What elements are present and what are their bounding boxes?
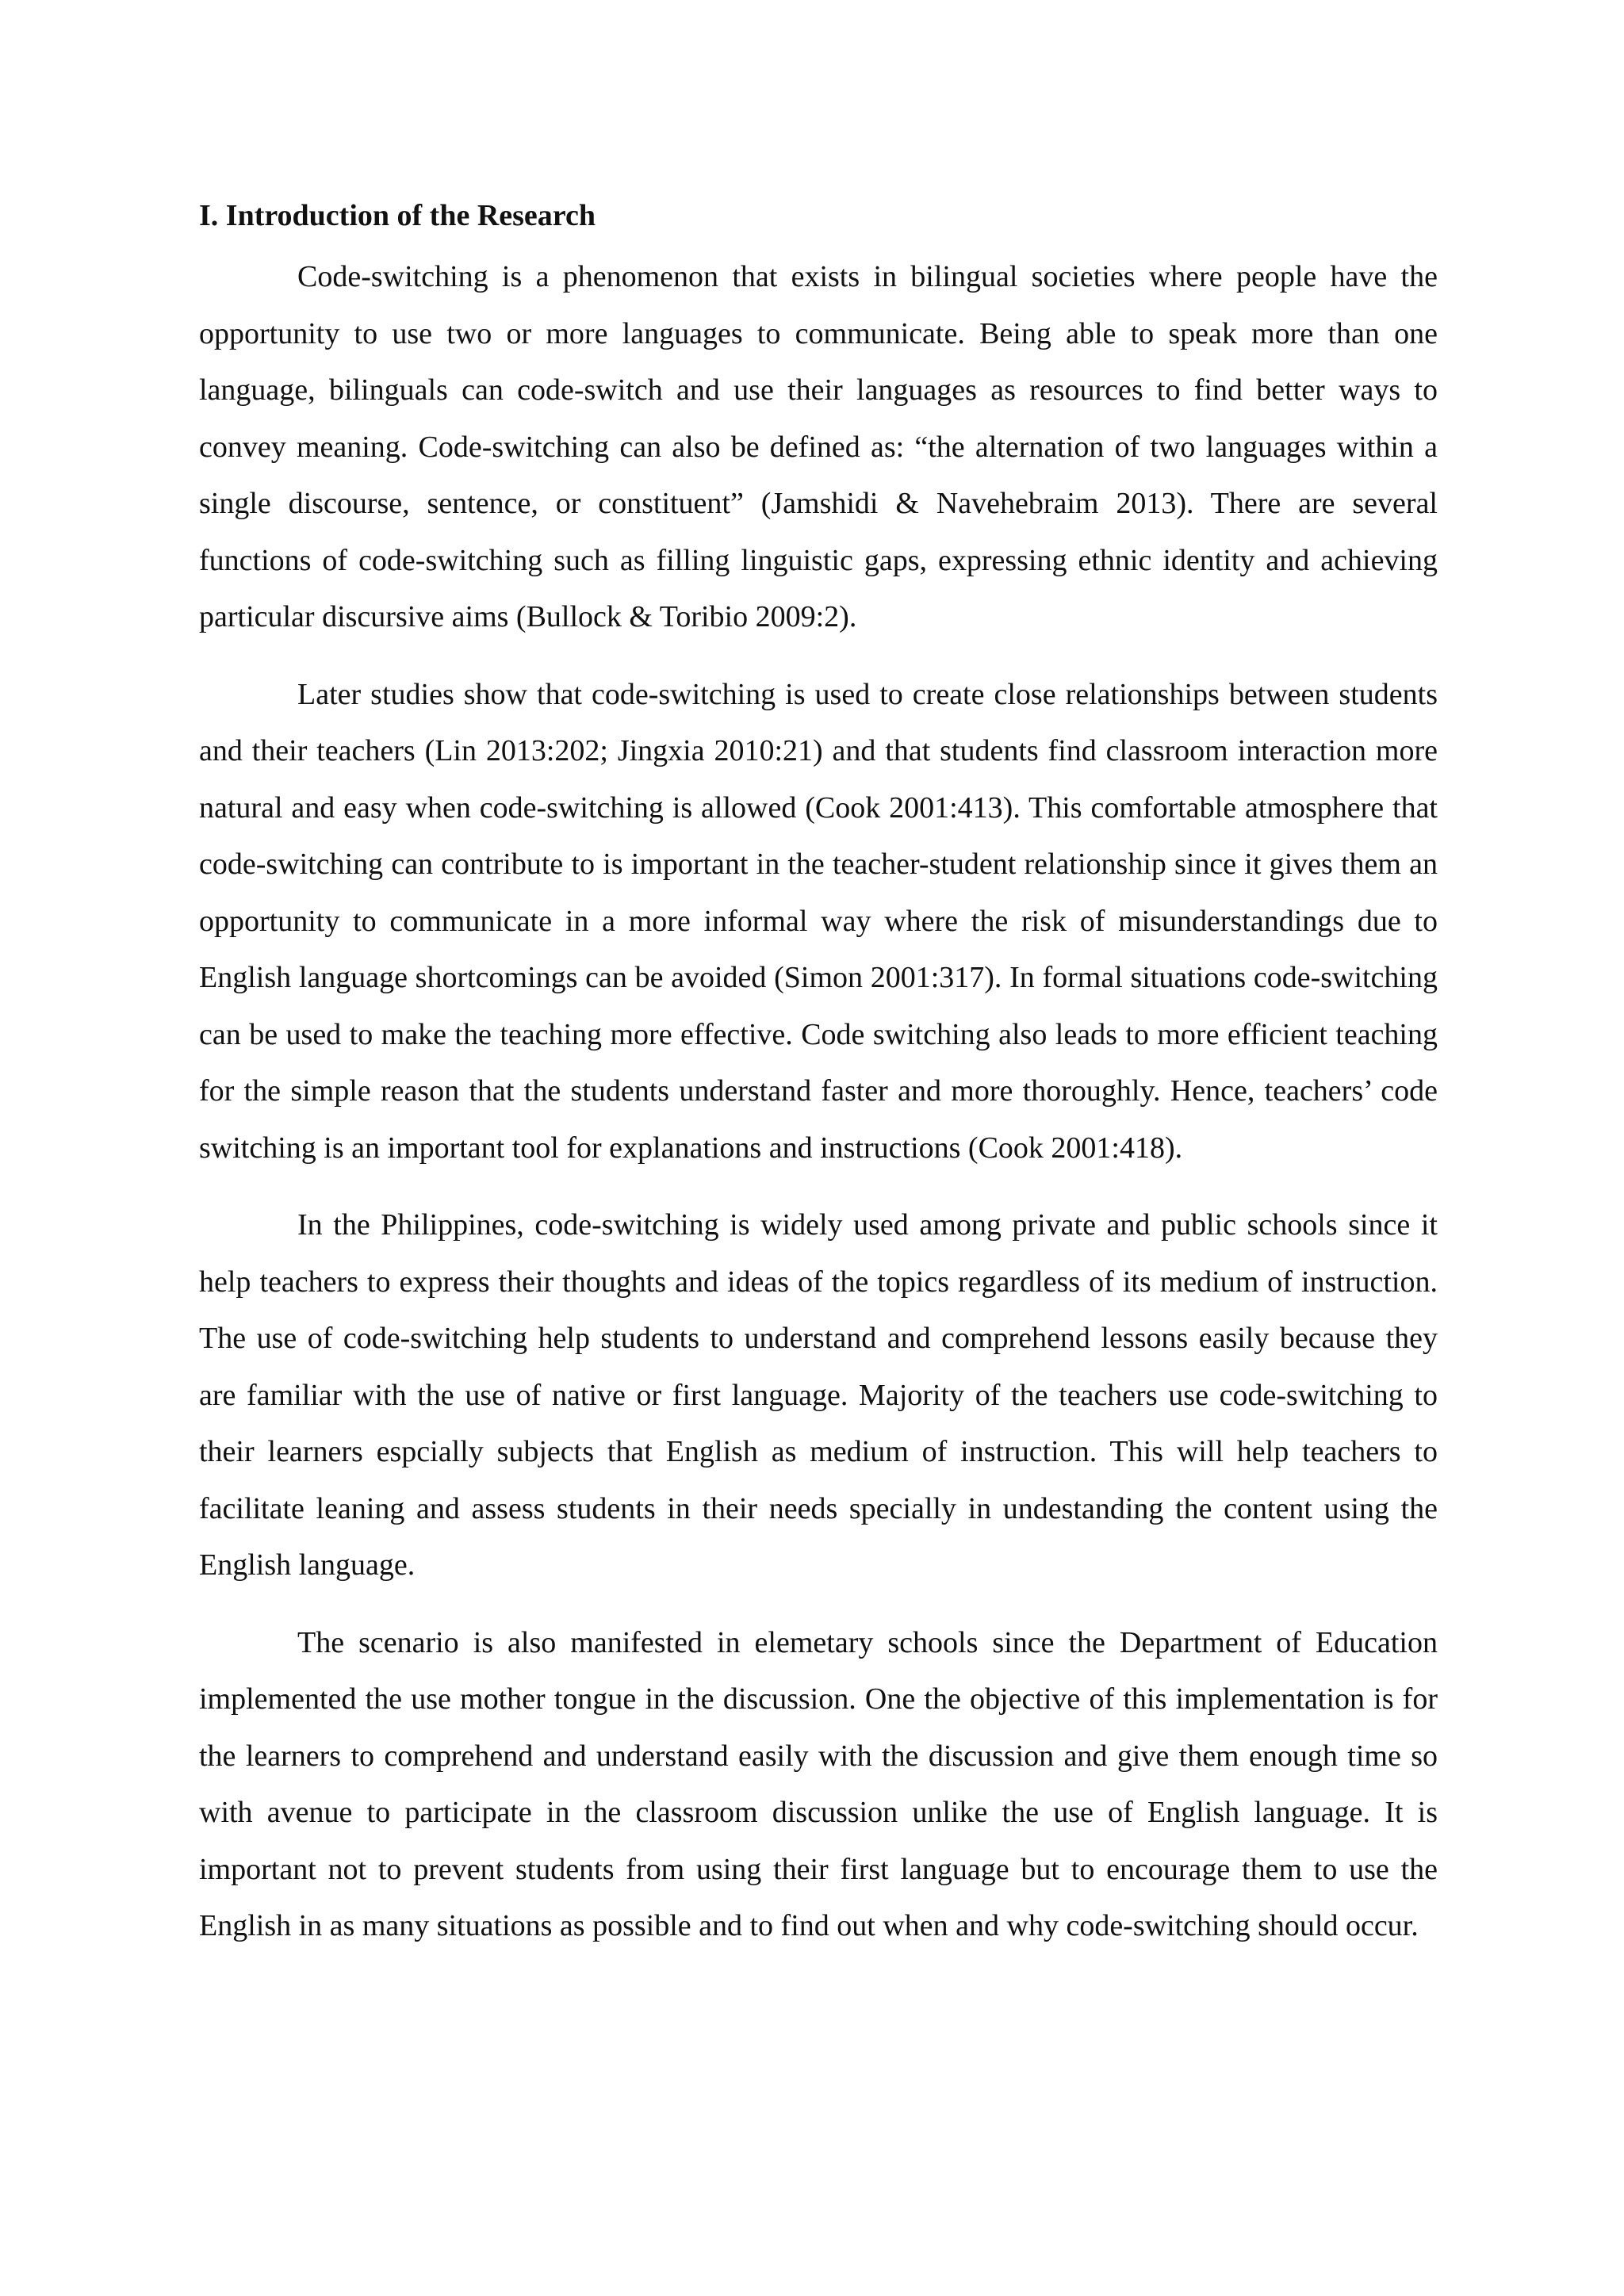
paragraph-4: The scenario is also manifested in elemetary schools since the Department of Education implemented the use mother tongue in the discussion. One the objective of this implementation is for the learners to comprehend and understand easily with the discussion and give them enough time so with avenue to participate in the classroom discussion unlike the use of English language. It is important not to prevent students from using their first language but to encourage them to use the English in as many situations as possible and to find out when and why code-switching should occur. — [199, 1625, 1438, 1942]
document-body — [199, 195, 1438, 1976]
paragraph-2: Later studies show that code-switching is used to create close relationships between students and their teachers (Lin 2013:202; Jingxia 2010:21) and that students find classroom interaction more natural and easy when code-switching is allowed (Cook 2001:413). This comfortable atmosphere that code-switching can contribute to is important in the teacher-student relationship since it gives them an opportunity to communicate in a more informal way where the risk of misunderstandings due to English language shortcomings can be avoided (Simon 2001:317). In formal situations code-switching can be used to make the teaching more effective. Code switching also leads to more efficient teaching for the simple reason that the students understand faster and more thoroughly. Hence, teachers’ code switching is an important tool for explanations and instructions (Cook 2001:418). — [199, 677, 1438, 1165]
section-heading: I. Introduction of the Research — [199, 199, 596, 232]
paragraph-3: In the Philippines, code-switching is widely used among private and public schools since it help teachers to express their thoughts and ideas of the topics regardless of its medium of instruction. The use of code-switching help students to understand and comprehend lessons easily because they are familiar with the use of native or first language. Majority of the teachers use code-switching to their learners espcially subjects that English as medium of instruction. This will help teachers to facilitate leaning and assess students in their needs specially in undestanding the content using the English language. — [199, 1208, 1438, 1582]
paragraph-1: Code-switching is a phenomenon that exists in bilingual societies where people have the opportunity to use two or more languages to communicate. Being able to speak more than one language, bilinguals can code-switch and use their languages as resources to find better ways to convey meaning. Code-switching can also be defined as: “the alternation of two languages within a single discourse, sentence, or constituent” (Jamshidi & Navehebraim 2013). There are several functions of code-switching such as filling linguistic gaps, expressing ethnic identity and achieving particular discursive aims (Bullock & Toribio 2009:2). — [199, 260, 1438, 633]
